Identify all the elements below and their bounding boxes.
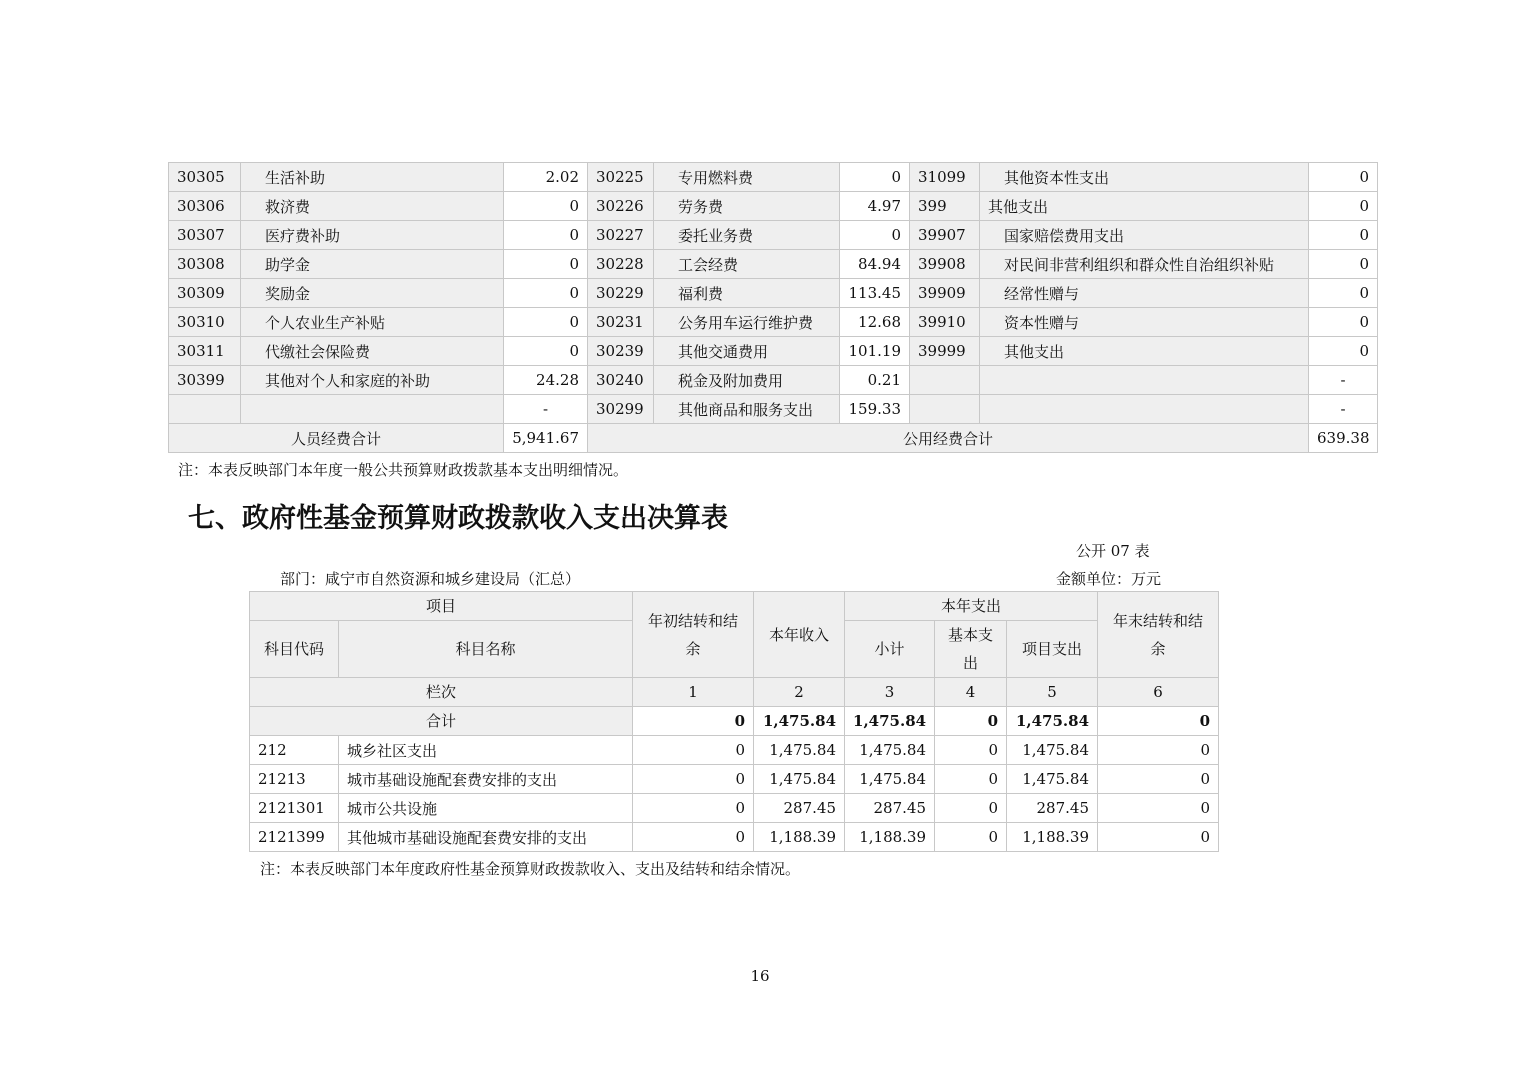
amount-cell: 1,475.84 <box>1007 736 1098 765</box>
grand-total-row <box>250 707 1219 736</box>
personnel-total-label: 人员经费合计 <box>169 424 504 453</box>
header-code: 科目代码 <box>250 621 339 678</box>
name-cell: 公务用车运行维护费 <box>654 308 840 337</box>
column-index-row <box>250 678 1219 707</box>
subject-name: 城市公共设施 <box>339 794 633 823</box>
amount-cell: 287.45 <box>845 794 935 823</box>
code-cell: 39908 <box>910 250 980 279</box>
table-row <box>169 221 1378 250</box>
public-total-value: 639.38 <box>1309 424 1378 453</box>
amount-cell: 84.94 <box>840 250 910 279</box>
table-row <box>250 823 1219 852</box>
code-cell <box>910 366 980 395</box>
code-cell: 30299 <box>588 395 654 424</box>
amount-cell: 101.19 <box>840 337 910 366</box>
amount-cell: 0 <box>504 337 588 366</box>
code-cell: 30240 <box>588 366 654 395</box>
amount-cell: 12.68 <box>840 308 910 337</box>
basic-expenditure-table <box>168 162 1378 453</box>
amount-cell: 0 <box>935 736 1007 765</box>
amount-cell: 4.97 <box>840 192 910 221</box>
amount-cell: 0 <box>1309 221 1378 250</box>
subject-name: 城乡社区支出 <box>339 736 633 765</box>
table2-note: 注：本表反映部门本年度政府性基金预算财政拨款收入、支出及结转和结余情况。 <box>260 860 801 878</box>
government-fund-body <box>250 736 1219 852</box>
column-index: 4 <box>935 678 1007 707</box>
table-row <box>169 163 1378 192</box>
name-cell: 委托业务费 <box>654 221 840 250</box>
name-cell: 奖励金 <box>241 279 504 308</box>
name-cell <box>241 395 504 424</box>
table-row <box>169 279 1378 308</box>
amount-cell: 0 <box>1098 765 1219 794</box>
name-cell: 经常性赠与 <box>980 279 1309 308</box>
header-basic-expense: 基本支出 <box>935 621 1007 678</box>
table-row <box>250 736 1219 765</box>
amount-cell: - <box>1309 366 1378 395</box>
code-cell: 30305 <box>169 163 241 192</box>
amount-cell: 0 <box>633 823 754 852</box>
subject-code: 2121399 <box>250 823 339 852</box>
header-item: 项目 <box>250 592 633 621</box>
amount-cell: 0.21 <box>840 366 910 395</box>
amount-cell: 0 <box>1309 192 1378 221</box>
amount-cell: 0 <box>935 765 1007 794</box>
amount-cell: 1,188.39 <box>754 823 845 852</box>
code-cell: 30226 <box>588 192 654 221</box>
amount-cell: 1,475.84 <box>845 736 935 765</box>
code-cell: 30239 <box>588 337 654 366</box>
column-index: 6 <box>1098 678 1219 707</box>
name-cell: 国家赔偿费用支出 <box>980 221 1309 250</box>
amount-cell: 2.02 <box>504 163 588 192</box>
column-index: 3 <box>845 678 935 707</box>
name-cell: 对民间非营利组织和群众性自治组织补贴 <box>980 250 1309 279</box>
table1-note: 注：本表反映部门本年度一般公共预算财政拨款基本支出明细情况。 <box>178 461 629 479</box>
department-label: 部门：咸宁市自然资源和城乡建设局（汇总） <box>280 570 581 588</box>
grand-total-value: 0 <box>935 707 1007 736</box>
grand-total-value: 0 <box>1098 707 1219 736</box>
table-row <box>169 250 1378 279</box>
header-closing-balance: 年末结转和结余 <box>1098 592 1219 678</box>
name-cell: 专用燃料费 <box>654 163 840 192</box>
amount-cell: 287.45 <box>1007 794 1098 823</box>
form-number: 公开 07 表 <box>1076 542 1150 560</box>
subject-name: 其他城市基础设施配套费安排的支出 <box>339 823 633 852</box>
code-cell: 399 <box>910 192 980 221</box>
header-expense: 本年支出 <box>845 592 1098 621</box>
code-cell: 31099 <box>910 163 980 192</box>
code-cell: 30311 <box>169 337 241 366</box>
name-cell: 其他交通费用 <box>654 337 840 366</box>
header-name: 科目名称 <box>339 621 633 678</box>
totals-row <box>169 424 1378 453</box>
code-cell <box>169 395 241 424</box>
name-cell <box>980 395 1309 424</box>
section-heading: 七、政府性基金预算财政拨款收入支出决算表 <box>188 503 728 534</box>
amount-cell: 0 <box>504 221 588 250</box>
subject-code: 2121301 <box>250 794 339 823</box>
code-cell: 30231 <box>588 308 654 337</box>
grand-total-value: 1,475.84 <box>754 707 845 736</box>
name-cell: 个人农业生产补贴 <box>241 308 504 337</box>
code-cell: 30307 <box>169 221 241 250</box>
amount-cell: 0 <box>633 765 754 794</box>
code-cell: 30309 <box>169 279 241 308</box>
name-cell: 劳务费 <box>654 192 840 221</box>
table-row <box>250 794 1219 823</box>
amount-cell: 0 <box>935 794 1007 823</box>
amount-cell: 0 <box>1098 736 1219 765</box>
code-cell: 30225 <box>588 163 654 192</box>
table-row <box>169 308 1378 337</box>
name-cell: 助学金 <box>241 250 504 279</box>
code-cell: 39910 <box>910 308 980 337</box>
name-cell: 医疗费补助 <box>241 221 504 250</box>
code-cell: 30399 <box>169 366 241 395</box>
amount-unit-label: 金额单位：万元 <box>1056 570 1162 588</box>
subject-code: 21213 <box>250 765 339 794</box>
column-index: 2 <box>754 678 845 707</box>
grand-total-value: 1,475.84 <box>1007 707 1098 736</box>
name-cell: 代缴社会保险费 <box>241 337 504 366</box>
header-row-1 <box>250 592 1219 621</box>
amount-cell: 0 <box>1309 163 1378 192</box>
name-cell <box>980 366 1309 395</box>
amount-cell: 0 <box>504 279 588 308</box>
header-subtotal: 小计 <box>845 621 935 678</box>
name-cell: 救济费 <box>241 192 504 221</box>
basic-expenditure-body <box>169 163 1378 424</box>
table-row <box>169 366 1378 395</box>
personnel-total-value: 5,941.67 <box>504 424 588 453</box>
amount-cell: 159.33 <box>840 395 910 424</box>
amount-cell: 0 <box>1309 279 1378 308</box>
amount-cell: 1,475.84 <box>754 736 845 765</box>
code-cell: 30310 <box>169 308 241 337</box>
code-cell: 30229 <box>588 279 654 308</box>
table-row <box>250 765 1219 794</box>
code-cell: 39907 <box>910 221 980 250</box>
name-cell: 工会经费 <box>654 250 840 279</box>
table-row <box>169 192 1378 221</box>
amount-cell: 1,475.84 <box>845 765 935 794</box>
amount-cell: 0 <box>504 250 588 279</box>
subject-name: 城市基础设施配套费安排的支出 <box>339 765 633 794</box>
amount-cell: 0 <box>1098 823 1219 852</box>
column-index: 5 <box>1007 678 1098 707</box>
amount-cell: 0 <box>633 794 754 823</box>
amount-cell: 0 <box>633 736 754 765</box>
government-fund-table <box>249 591 1219 852</box>
code-cell: 39999 <box>910 337 980 366</box>
page-number: 16 <box>750 967 770 985</box>
grand-total-value: 1,475.84 <box>845 707 935 736</box>
amount-cell: 0 <box>504 192 588 221</box>
amount-cell: 113.45 <box>840 279 910 308</box>
header-project-expense: 项目支出 <box>1007 621 1098 678</box>
amount-cell: 0 <box>1098 794 1219 823</box>
name-cell: 其他支出 <box>980 192 1309 221</box>
name-cell: 资本性赠与 <box>980 308 1309 337</box>
amount-cell: - <box>504 395 588 424</box>
amount-cell: 0 <box>840 163 910 192</box>
name-cell: 福利费 <box>654 279 840 308</box>
code-cell: 30228 <box>588 250 654 279</box>
table-row <box>169 337 1378 366</box>
header-income: 本年收入 <box>754 592 845 678</box>
amount-cell: 287.45 <box>754 794 845 823</box>
amount-cell: 1,475.84 <box>1007 765 1098 794</box>
code-cell: 30227 <box>588 221 654 250</box>
amount-cell: 0 <box>935 823 1007 852</box>
amount-cell: 0 <box>1309 308 1378 337</box>
public-total-label: 公用经费合计 <box>588 424 1309 453</box>
name-cell: 其他支出 <box>980 337 1309 366</box>
header-opening-balance: 年初结转和结余 <box>633 592 754 678</box>
name-cell: 其他资本性支出 <box>980 163 1309 192</box>
amount-cell: 0 <box>1309 250 1378 279</box>
table-row <box>169 395 1378 424</box>
column-index-label: 栏次 <box>250 678 633 707</box>
name-cell: 生活补助 <box>241 163 504 192</box>
code-cell: 30308 <box>169 250 241 279</box>
grand-total-label: 合计 <box>250 707 633 736</box>
grand-total-value: 0 <box>633 707 754 736</box>
amount-cell: 1,188.39 <box>845 823 935 852</box>
code-cell: 39909 <box>910 279 980 308</box>
amount-cell: 0 <box>504 308 588 337</box>
name-cell: 税金及附加费用 <box>654 366 840 395</box>
column-index: 1 <box>633 678 754 707</box>
code-cell <box>910 395 980 424</box>
amount-cell: 0 <box>840 221 910 250</box>
amount-cell: 0 <box>1309 337 1378 366</box>
code-cell: 30306 <box>169 192 241 221</box>
name-cell: 其他对个人和家庭的补助 <box>241 366 504 395</box>
name-cell: 其他商品和服务支出 <box>654 395 840 424</box>
amount-cell: 24.28 <box>504 366 588 395</box>
amount-cell: 1,188.39 <box>1007 823 1098 852</box>
amount-cell: 1,475.84 <box>754 765 845 794</box>
subject-code: 212 <box>250 736 339 765</box>
amount-cell: - <box>1309 395 1378 424</box>
